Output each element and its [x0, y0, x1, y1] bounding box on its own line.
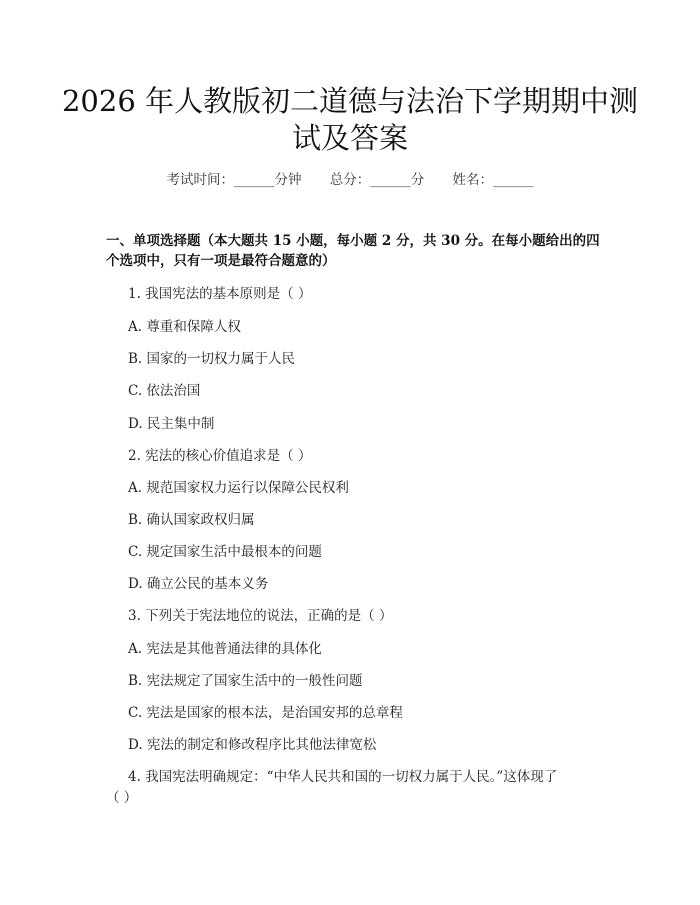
question-3-stem: 3. 下列关于宪法地位的说法，正确的是（ ） [128, 608, 393, 624]
document-title-line1: 2026 年人教版初二道德与法治下学期期中测 [61, 84, 639, 118]
question-4-stem-continued: （ ） [106, 790, 138, 806]
question-1-option-a: A. 尊重和保障人权 [128, 319, 241, 335]
question-3-option-d: D. 宪法的制定和修改程序比其他法律宽松 [128, 737, 377, 753]
exam-total-score: 总分：______分 [329, 172, 425, 188]
question-1-stem: 1. 我国宪法的基本原则是（ ） [128, 286, 312, 302]
exam-time: 考试时间：______分钟 [166, 172, 302, 188]
student-name: 姓名：______ [452, 172, 534, 188]
question-3-option-b: B. 宪法规定了国家生活中的一般性问题 [128, 673, 363, 689]
question-2-stem: 2. 宪法的核心价值追求是（ ） [128, 448, 312, 464]
question-4-stem: 4. 我国宪法明确规定：“中华人民共和国的一切权力属于人民。”这体现了 [128, 769, 558, 785]
exam-meta [0, 168, 700, 188]
document-title-line2: 试及答案 [291, 121, 408, 155]
question-1-option-b: B. 国家的一切权力属于人民 [128, 351, 296, 367]
question-2-option-b: B. 确认国家政权归属 [128, 512, 255, 528]
question-2-option-d: D. 确立公民的基本义务 [128, 576, 269, 592]
question-2-option-c: C. 规定国家生活中最根本的问题 [128, 544, 322, 560]
question-1-option-c: C. 依法治国 [128, 383, 201, 399]
section-heading-line2: 个选项中，只有一项是最符合题意的） [106, 253, 336, 269]
question-3-option-c: C. 宪法是国家的根本法，是治国安邦的总章程 [128, 705, 403, 721]
question-3-option-a: A. 宪法是其他普通法律的具体化 [128, 641, 322, 657]
section-heading-line1: 一、单项选择题（本大题共 15 小题，每小题 2 分，共 30 分。在每小题给出的四 [106, 233, 600, 249]
question-2-option-a: A. 规范国家权力运行以保障公民权利 [128, 480, 349, 496]
question-1-option-d: D. 民主集中制 [128, 416, 215, 432]
